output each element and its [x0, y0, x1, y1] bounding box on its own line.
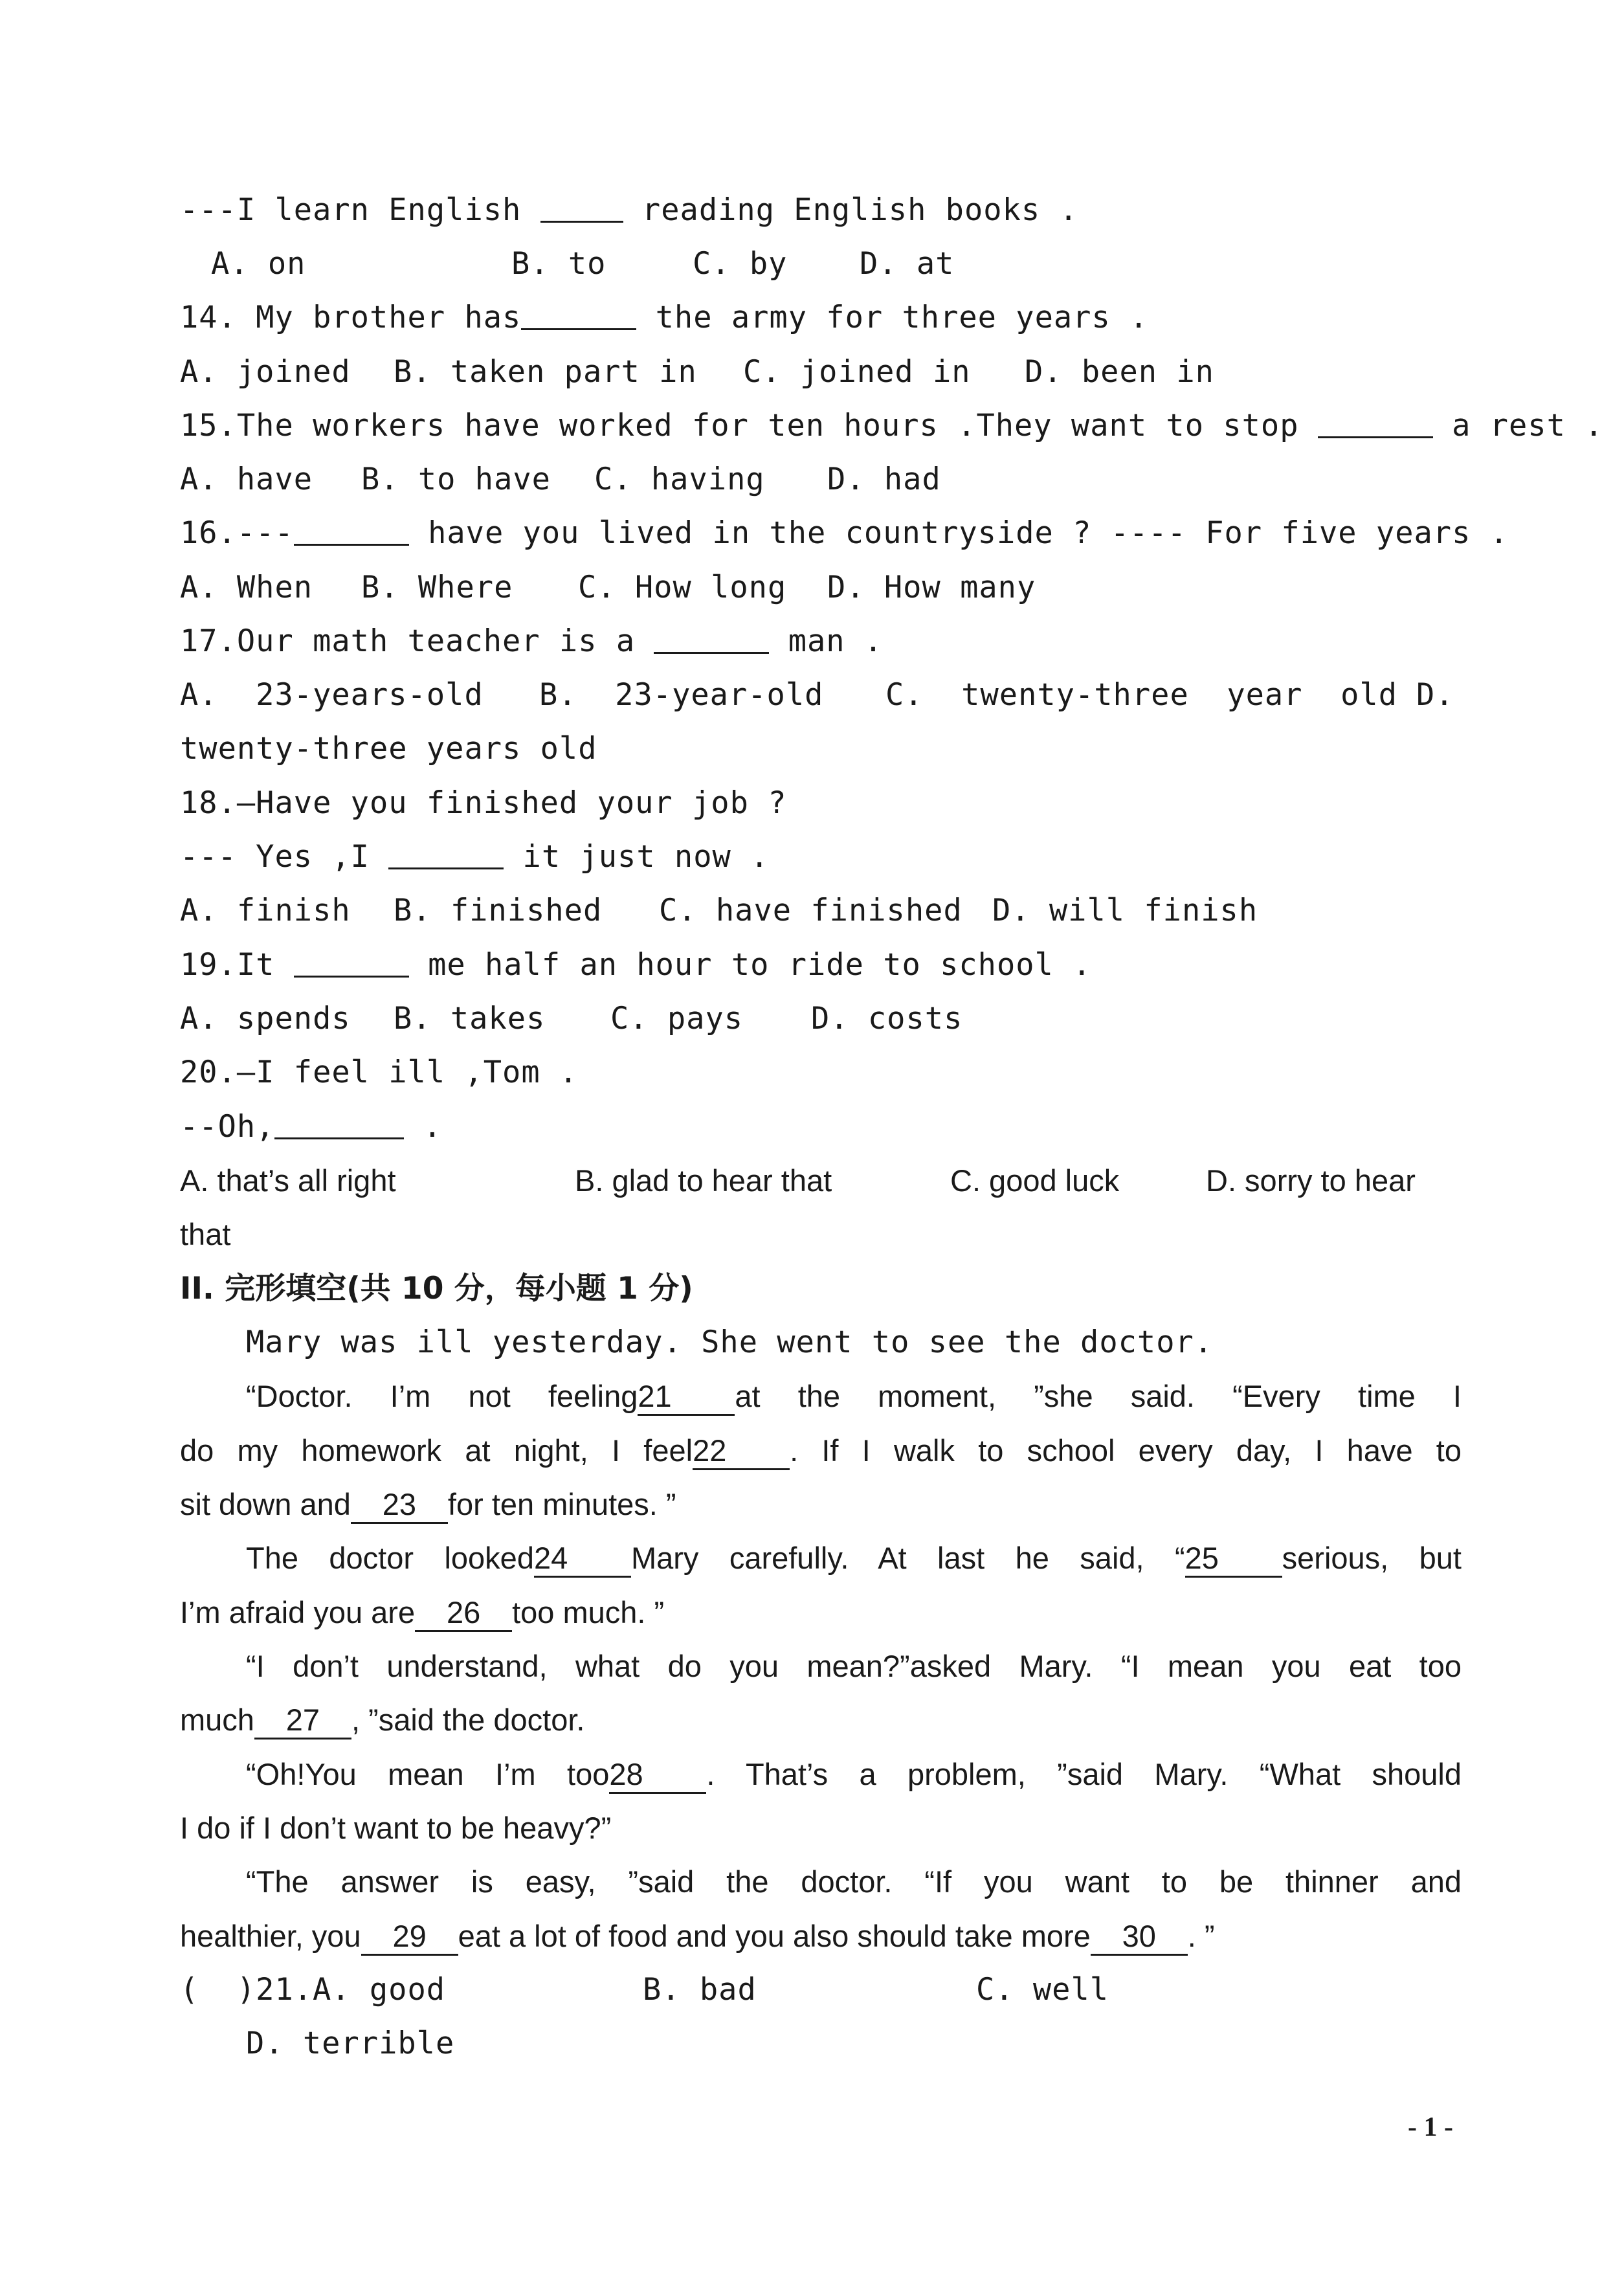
passage-line: “The answer is easy, ”said the doctor. “If you want to be thinner and	[246, 1864, 1462, 1899]
passage-line: do my homework at night, I feel22 . If I walk to school every day, I have to	[180, 1428, 1462, 1473]
answer-blank	[654, 622, 769, 654]
option-d: D. will finish	[992, 893, 1258, 928]
option-a: A. joined	[180, 354, 351, 390]
option-a: A. good	[313, 1972, 446, 2008]
option-b: B. taken part in	[394, 354, 697, 390]
question-15-stem: 15.The workers have worked for ten hours .They want to stop a rest .	[180, 408, 1604, 443]
cloze-blank-26: 26	[415, 1595, 512, 1632]
answer-blank	[1318, 407, 1433, 438]
question-18-reply: --- Yes ,I it just now .	[180, 839, 770, 875]
option-b: B. glad to hear that	[575, 1163, 832, 1198]
option-d: D.	[1416, 677, 1454, 713]
option-c: C. well	[976, 1972, 1109, 2008]
passage-line: “Doctor. I’m not feeling21 at the moment, ”she said. “Every time I	[246, 1374, 1462, 1419]
option-c: C. pays	[610, 1001, 744, 1036]
option-d: D. at	[860, 246, 955, 282]
question-14-stem: 14. My brother has the army for three years .	[180, 300, 1149, 335]
option-a: A. that’s all right	[180, 1163, 396, 1198]
question-20-stem: 20.—I feel ill ,Tom .	[180, 1055, 579, 1090]
option-c: C. joined in	[743, 354, 971, 390]
cloze-blank-21: 21	[638, 1379, 735, 1416]
option-a: A. When	[180, 570, 313, 605]
answer-blank	[540, 191, 623, 223]
option-c: C. have finished	[659, 893, 962, 928]
cloze-blank-30: 30	[1091, 1919, 1188, 1956]
answer-blank	[388, 838, 504, 869]
option-d: D. sorry to hear	[1206, 1163, 1416, 1198]
cloze-blank-22: 22	[693, 1433, 790, 1470]
question-13-stem: ---I learn English reading English books .	[180, 192, 1078, 228]
section-heading: II. 完形填空(共 10 分，每小题 1 分)	[180, 1271, 693, 1306]
option-b: B. takes	[394, 1001, 546, 1036]
page-number: - 1 -	[1408, 2112, 1453, 2142]
option-c: C. twenty-three year old	[885, 677, 1398, 713]
answer-blank	[294, 514, 409, 546]
passage-line: sit down and 23 for ten minutes. ”	[180, 1482, 1462, 1527]
option-b: B. bad	[643, 1972, 757, 2008]
option-d: D. costs	[811, 1001, 963, 1036]
passage-line: I do if I don’t want to be heavy?”	[180, 1811, 612, 1845]
option-b: B. to have	[361, 462, 551, 497]
option-a: A. 23-years-old	[180, 677, 484, 713]
question-21-option-d: D. terrible	[246, 2026, 455, 2061]
answer-blank	[521, 298, 636, 330]
option-b: B. to	[511, 246, 606, 282]
cloze-blank-24: 24	[534, 1541, 631, 1578]
option-d: D. had	[827, 462, 941, 497]
option-c: C. having	[594, 462, 765, 497]
question-18-stem: 18.—Have you finished your job ?	[180, 785, 787, 821]
passage-line: I’m afraid you are 26 too much. ”	[180, 1590, 1462, 1635]
answer-bracket: ( )21.	[180, 1972, 313, 2008]
option-c: C. How long	[578, 570, 787, 605]
option-a: A. finish	[180, 893, 351, 928]
option-d: D. been in	[1025, 354, 1214, 390]
cloze-blank-23: 23	[351, 1487, 448, 1524]
answer-blank	[274, 1108, 404, 1139]
option-a: A. on	[211, 246, 306, 282]
question-20-option-d-cont: that	[180, 1217, 231, 1251]
cloze-blank-27: 27	[254, 1703, 351, 1739]
question-17-stem: 17.Our math teacher is a man .	[180, 623, 884, 659]
question-17-option-d-cont: twenty-three years old	[180, 731, 597, 766]
cloze-blank-25: 25	[1185, 1541, 1282, 1578]
option-b: B. Where	[361, 570, 513, 605]
option-a: A. spends	[180, 1001, 351, 1036]
option-c: C. good luck	[950, 1163, 1120, 1198]
question-16-stem: 16.--- have you lived in the countryside ? ---- For five years .	[180, 515, 1509, 551]
option-a: A. have	[180, 462, 313, 497]
passage-line: “Oh!You mean I’m too28 . That’s a problem, ”said Mary. “What should	[246, 1752, 1462, 1797]
answer-blank	[294, 946, 409, 978]
option-b: B. 23-year-old	[539, 677, 824, 713]
passage-line: healthier, you 29 eat a lot of food and you also should take more 30 . ”	[180, 1914, 1462, 1959]
option-d: D. How many	[827, 570, 1036, 605]
cloze-blank-29: 29	[361, 1919, 458, 1956]
question-19-stem: 19.It me half an hour to ride to school .	[180, 947, 1092, 983]
question-20-reply: --Oh, .	[180, 1109, 443, 1145]
cloze-blank-28: 28	[609, 1757, 706, 1794]
passage-line: “I don’t understand, what do you mean?”asked Mary. “I mean you eat too	[246, 1649, 1462, 1683]
passage-line: much 27 , ”said the doctor.	[180, 1697, 1462, 1743]
option-b: B. finished	[394, 893, 603, 928]
passage-line: The doctor looked24 Mary carefully. At last he said, “25 serious, but	[246, 1536, 1462, 1581]
passage-line: Mary was ill yesterday. She went to see the doctor.	[246, 1325, 1214, 1360]
option-c: C. by	[693, 246, 788, 282]
